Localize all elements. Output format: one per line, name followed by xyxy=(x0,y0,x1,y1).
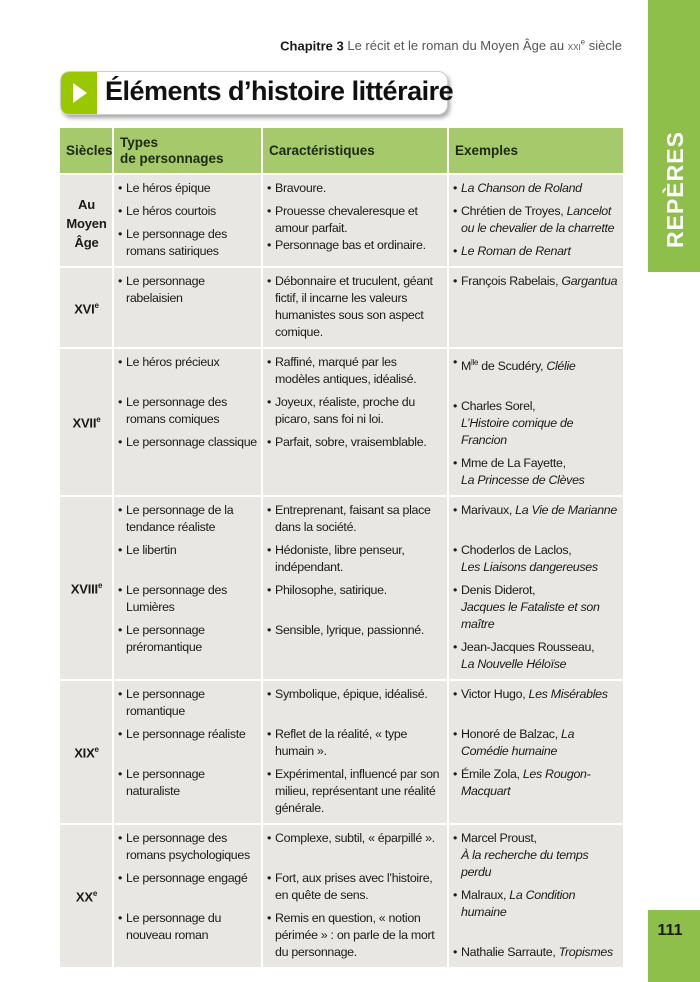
exemples-cell xyxy=(448,680,624,824)
list-item: • Le personnage rabelaisien xyxy=(118,273,258,307)
list-item: • Le héros épique xyxy=(118,180,258,197)
list-item: • Nathalie Sarraute, Tropismes xyxy=(453,944,620,961)
exemples-cell xyxy=(448,267,624,348)
header-siecles: Siècles xyxy=(59,127,113,174)
list-item: • Débonnaire et truculent, géant fictif, il incarne les valeurs humanistes sous son aspect comique. xyxy=(267,273,444,341)
types-cell xyxy=(113,680,262,824)
list-item: • Sensible, lyrique, passionné. xyxy=(267,622,444,639)
list-item: • Personnage bas et ordinaire. xyxy=(267,237,444,254)
siecle-cell: XVIIe xyxy=(59,348,113,496)
list-item: • Le personnage du nouveau roman xyxy=(118,910,258,944)
exemples-cell xyxy=(448,496,624,680)
section-title-box xyxy=(60,71,454,115)
chapter-label: Chapitre 3 xyxy=(280,38,344,54)
table-row xyxy=(59,267,624,348)
list-item: • Le héros précieux xyxy=(118,354,258,371)
table-row xyxy=(59,174,624,267)
list-item: • Raffiné, marqué par les modèles antiques, idéalisé. xyxy=(267,354,444,388)
table-row xyxy=(59,496,624,680)
list-item: • La Chanson de Roland xyxy=(453,180,620,197)
list-item: • Marivaux, La Vie de Marianne xyxy=(453,502,620,519)
list-item: • Le personnage des romans psychologiques xyxy=(118,830,258,864)
carac-cell xyxy=(262,496,448,680)
list-item: • Le personnage de la tendance réaliste xyxy=(118,502,258,536)
types-cell xyxy=(113,267,262,348)
list-item: • Bravoure. xyxy=(267,180,444,197)
table-header-row xyxy=(59,127,624,174)
literary-history-table xyxy=(58,126,625,969)
section-title: Éléments d’histoire littéraire xyxy=(105,76,454,106)
list-item: • Le héros courtois xyxy=(118,203,258,220)
list-item: • Reflet de la réalité, « type humain ». xyxy=(267,726,444,760)
list-item: • Complexe, subtil, « éparpillé ». xyxy=(267,830,444,847)
carac-cell xyxy=(262,267,448,348)
types-cell xyxy=(113,496,262,680)
siecle-cell: XIXe xyxy=(59,680,113,824)
list-item: • Le personnage préromantique xyxy=(118,622,258,656)
exemples-cell xyxy=(448,174,624,267)
list-item: • Choderlos de Laclos, Les Liaisons dangereuses xyxy=(453,542,620,576)
types-cell xyxy=(113,348,262,496)
list-item: • Prouesse chevaleresque et amour parfait. xyxy=(267,203,444,237)
list-item: • Victor Hugo, Les Misérables xyxy=(453,686,620,703)
side-tab xyxy=(648,0,700,272)
table-row xyxy=(59,824,624,968)
carac-cell xyxy=(262,824,448,968)
list-item: • $M^{lle}$ de Scudéry, Clélie xyxy=(453,354,620,375)
siecle-cell: XVIe xyxy=(59,267,113,348)
page-number: 111 xyxy=(657,922,683,939)
types-cell xyxy=(113,174,262,267)
list-item: • Entreprenant, faisant sa place dans la société. xyxy=(267,502,444,536)
list-item: • Expérimental, influencé par son milieu, représentant une réalité générale. xyxy=(267,766,444,817)
header-caracteristiques: Caractéristiques xyxy=(262,127,448,174)
table-row xyxy=(59,348,624,496)
list-item: • Malraux, La Condition humaine xyxy=(453,887,620,921)
list-item: • Le libertin xyxy=(118,542,258,559)
list-item: • Philosophe, satirique. xyxy=(267,582,444,599)
header-types: Types de personnages xyxy=(113,127,262,174)
list-item: • Joyeux, réaliste, proche du picaro, sans foi ni loi. xyxy=(267,394,444,428)
running-head xyxy=(280,38,622,53)
page-number-tab xyxy=(648,910,700,982)
list-item: • Le personnage classique xyxy=(118,434,258,451)
header-exemples: Exemples xyxy=(448,127,624,174)
list-item: • Marcel Proust, À la recherche du temps perdu xyxy=(453,830,620,881)
list-item: • Le personnage engagé xyxy=(118,870,258,887)
list-item: • Le personnage romantique xyxy=(118,686,258,720)
siecle-cell: Au Moyen Âge xyxy=(59,174,113,267)
list-item: • Le personnage des Lumières xyxy=(118,582,258,616)
list-item: • Émile Zola, Les Rougon-Macquart xyxy=(453,766,620,800)
list-item: • Le personnage des romans satiriques xyxy=(118,226,258,260)
list-item: • Le Roman de Renart xyxy=(453,243,620,260)
siecle-cell: XXe xyxy=(59,824,113,968)
exemples-cell xyxy=(448,824,624,968)
list-item: • Le personnage réaliste xyxy=(118,726,258,743)
list-item: • Fort, aux prises avec l’histoire, en quête de sens. xyxy=(267,870,444,904)
side-tab-label: REPÈRES xyxy=(662,131,688,248)
list-item: • Mme de La Fayette, La Princesse de Clèves xyxy=(453,455,620,489)
carac-cell xyxy=(262,680,448,824)
table-row xyxy=(59,680,624,824)
types-cell xyxy=(113,824,262,968)
list-item: • Remis en question, « notion périmée » : on parle de la mort du personnage. xyxy=(267,910,444,961)
play-arrow-icon xyxy=(61,72,97,114)
exemples-cell xyxy=(448,348,624,496)
carac-cell xyxy=(262,348,448,496)
list-item: • Charles Sorel, L’Histoire comique de Francion xyxy=(453,398,620,449)
list-item: • Le personnage naturaliste xyxy=(118,766,258,800)
siecle-cell: XVIIIe xyxy=(59,496,113,680)
carac-cell xyxy=(262,174,448,267)
chapter-title: Le récit et le roman du Moyen Âge au XXIe siècle xyxy=(347,38,622,54)
list-item: • Symbolique, épique, idéalisé. xyxy=(267,686,444,703)
list-item: • Hédoniste, libre penseur, indépendant. xyxy=(267,542,444,576)
list-item: • Chrétien de Troyes, Lancelot ou le chevalier de la charrette xyxy=(453,203,620,237)
list-item: • François Rabelais, Gargantua xyxy=(453,273,620,290)
list-item: • Parfait, sobre, vraisemblable. xyxy=(267,434,444,451)
list-item: • Honoré de Balzac, La Comédie humaine xyxy=(453,726,620,760)
list-item: • Jean-Jacques Rousseau, La Nouvelle Héloïse xyxy=(453,639,620,673)
list-item: • Le personnage des romans comiques xyxy=(118,394,258,428)
list-item: • Denis Diderot, Jacques le Fataliste et son maître xyxy=(453,582,620,633)
